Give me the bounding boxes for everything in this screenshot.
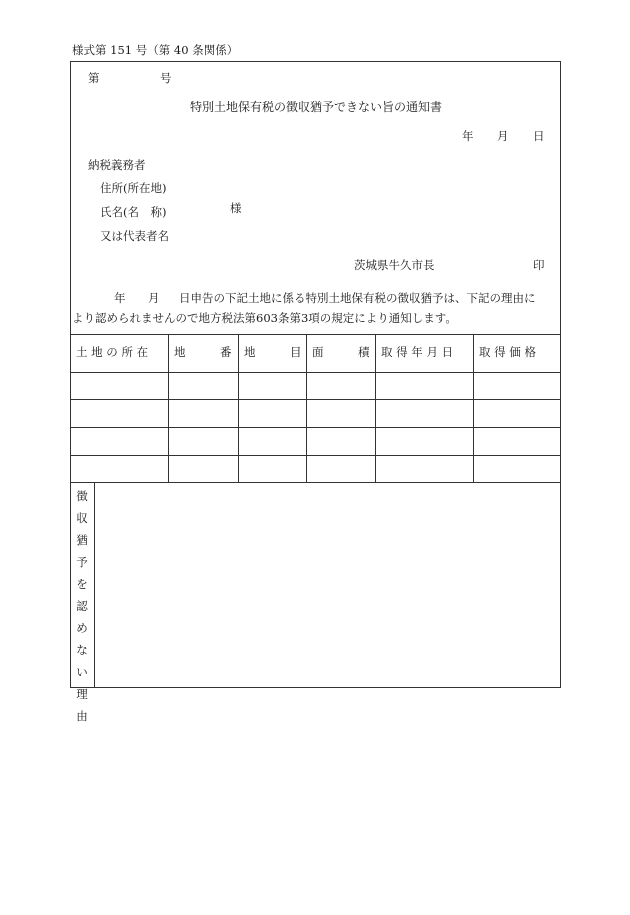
table-cell-acquisition-price[interactable] (474, 373, 560, 399)
table-cell-location[interactable] (71, 400, 167, 427)
table-cell-land-category[interactable] (239, 456, 305, 482)
table-cell-land-category[interactable] (239, 400, 305, 427)
document-number-prefix: 第 (88, 71, 100, 85)
reason-label-char: 猶 (76, 533, 88, 547)
table-cell-area[interactable] (307, 400, 374, 427)
issuer-name: 茨城県牛久市長 (354, 258, 435, 272)
column-header-acquisition-date: 取 得 年 月 日 (381, 345, 454, 359)
date-year: 年 (462, 129, 474, 143)
table-cell-lot-number[interactable] (169, 428, 237, 455)
table-cell-acquisition-date[interactable] (376, 373, 472, 399)
reason-label-char: 徴 (76, 489, 88, 503)
table-cell-lot-number[interactable] (169, 456, 237, 482)
reason-label-char: 予 (76, 555, 88, 569)
representative-label: 又は代表者名 (100, 229, 169, 243)
reason-label-char: 理 (76, 687, 88, 701)
reason-label-char: め (76, 621, 88, 635)
column-header-acquisition-price: 取 得 価 格 (479, 345, 536, 359)
taxpayer-label: 納税義務者 (88, 158, 146, 172)
taxpayer-name-label: 氏名(名 称) (100, 205, 167, 219)
reason-label-char: 認 (76, 599, 88, 613)
reason-label (70, 485, 94, 727)
reason-label-char: い (76, 665, 88, 679)
table-cell-acquisition-price[interactable] (474, 400, 560, 427)
table-cell-area[interactable] (307, 373, 374, 399)
table-cell-area[interactable] (307, 456, 374, 482)
seal-mark: 印 (533, 258, 545, 272)
table-cell-acquisition-price[interactable] (474, 428, 560, 455)
table-cell-location[interactable] (71, 428, 167, 455)
body-date-month: 月 (148, 291, 160, 305)
table-cell-location[interactable] (71, 373, 167, 399)
table-top-border (70, 334, 561, 335)
date-month: 月 (497, 129, 509, 143)
reason-label-divider (94, 482, 95, 688)
table-cell-acquisition-date[interactable] (376, 428, 472, 455)
column-header-land-category: 地 目 (244, 345, 302, 359)
table-bottom-border (70, 482, 561, 483)
table-cell-land-category[interactable] (239, 373, 305, 399)
document-number-suffix: 号 (160, 71, 172, 85)
reason-label-char: 収 (76, 511, 88, 525)
column-header-location: 土 地 の 所 在 (76, 345, 149, 359)
table-cell-location[interactable] (71, 456, 167, 482)
document-title: 特別土地保有税の徴収猶予できない旨の通知書 (190, 100, 443, 114)
taxpayer-address-label: 住所(所在地) (100, 181, 167, 195)
form-number: 様式第 151 号（第 40 条関係） (72, 43, 239, 57)
reason-label-char: を (76, 577, 88, 591)
reason-label-char: な (76, 643, 88, 657)
table-cell-acquisition-date[interactable] (376, 400, 472, 427)
date-day: 日 (533, 129, 545, 143)
body-line-1: 日申告の下記土地に係る特別土地保有税の徴収猶予は、下記の理由に (179, 291, 536, 305)
table-cell-area[interactable] (307, 428, 374, 455)
body-date-year: 年 (114, 291, 126, 305)
table-cell-acquisition-date[interactable] (376, 456, 472, 482)
table-cell-land-category[interactable] (239, 428, 305, 455)
table-cell-lot-number[interactable] (169, 400, 237, 427)
table-cell-acquisition-price[interactable] (474, 456, 560, 482)
honorific: 様 (230, 201, 242, 215)
column-header-lot-number: 地 番 (174, 345, 232, 359)
reason-label-char: 由 (76, 709, 88, 723)
body-line-2: より認められませんので地方税法第603条第3項の規定により通知します。 (72, 311, 457, 325)
column-header-area: 面 積 (312, 345, 370, 359)
reason-text-area[interactable] (96, 484, 559, 686)
table-cell-lot-number[interactable] (169, 373, 237, 399)
